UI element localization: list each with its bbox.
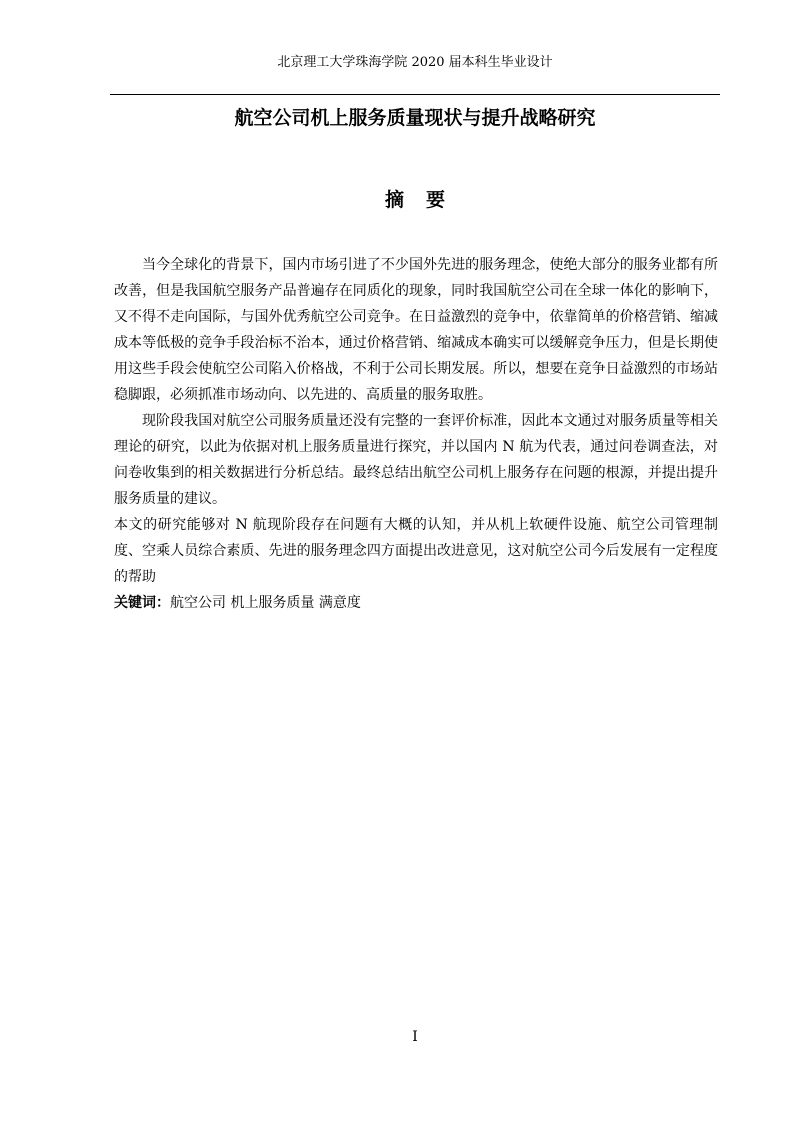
abstract-heading: 摘要 [384, 189, 467, 211]
keywords-value: 航空公司 机上服务质量 满意度 [170, 595, 361, 611]
keywords-label: 关键词： [114, 595, 170, 611]
abstract-paragraph-3: 本文的研究能够对 N 航现阶段存在问题有大概的认知，并从机上软硬件设施、航空公司管理制度、空乘人员综合素质、先进的服务理念四方面提出改进意见，这对航空公司今后发展有一定程度的帮助 [114, 517, 718, 585]
abstract-paragraph-1: 当今全球化的背景下，国内市场引进了不少国外先进的服务理念，使绝大部分的服务业都有所改善，但是我国航空服务产品普遍存在同质化的现象，同时我国航空公司在全球一体化的影响下，又不得不走向国际，与国外优秀航空公司竞争。在日益激烈的竞争中，依靠简单的价格营销、缩减成本等低极的竞争手段治标不治本，通过价格营销、缩减成本确实可以缓解竞争压力，但是长期使用这些手段会使航空公司陷入价格战，不利于公司长期发展。所以，想要在竞争日益激烈的市场站稳脚跟，必须抓准市场动向、以先进的、高质量的服务取胜。 [114, 257, 718, 403]
running-header: 北京理工大学珠海学院 2020 届本科生毕业设计 [277, 55, 553, 70]
abstract-paragraph-2: 现阶段我国对航空公司服务质量还没有完整的一套评价标准，因此本文通过对服务质量等相关理论的研究，以此为依据对机上服务质量进行探究，并以国内 N 航为代表，通过问卷调查法，对问卷收集到的相关数据进行分析总结。最终总结出航空公司机上服务存在问题的根源，并提出提升服务质量的建议。 [114, 413, 718, 507]
abstract-body [114, 252, 718, 616]
keywords-line [114, 590, 718, 616]
paper-title: 航空公司机上服务质量现状与提升战略研究 [234, 107, 596, 129]
page-number: I [412, 1029, 418, 1045]
header-divider [110, 94, 720, 95]
